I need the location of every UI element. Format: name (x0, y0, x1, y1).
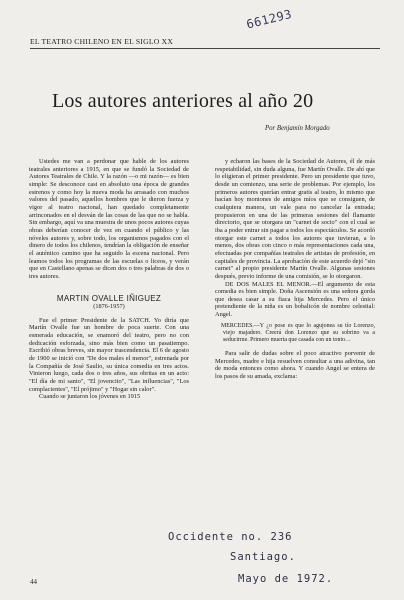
paragraph: Para salir de dudas sobre el poco atractivo porvenir de Mercedes, madre e hija resuelven consultar a una adivina, tan de moda entonces como ahora. Y cuando Angel se entera de los pasos de su amada, exclama: (215, 350, 375, 381)
handwritten-source-line-2: Santiago. (230, 551, 296, 563)
paragraph-text: —El argumento de esta comedia es bien simple. Doña Ascensión es una señora gorda que desea casar a su fiaca hija Mercedes. Pero el único pretendiente de la niña es un bobalicón de nombre celestial: Angel. (215, 280, 375, 319)
running-header: EL TEATRO CHILENO EN EL SIGLO XX (30, 37, 380, 49)
dialogue-quote: MERCEDES.—Y ¿o pose es que lo agujonea su tío Lorenzo, viejo majadero. Creerá don Lorenzo que su sobrino va a seducirme. Primero muerta que casada con un tonto… (221, 322, 375, 343)
paragraph (215, 281, 375, 319)
article-title: Los autores anteriores al año 20 (52, 90, 314, 112)
handwritten-source-line-1: Occidente no. 236 (168, 531, 293, 543)
paragraph: Fue el primer Presidente de la SATCH. Yo diría que Martín Ovalle fue un hombre de poca suerte. Con una esmerada educación, se enamoró del teatro, pero no con dedicación esforzada, sino más bien como un pasatiempo. Escribió obras breves, sin mayor trascendencia. El 6 de agosto de 1900 se inició con "De dos males el menor", estrenada por la Compañía de José Saulio, su única comedia en tres actos. Vinieron luego, cada dos o tres años, sus obritas en un acto: "El día de mi santo", "El jovencito", "Las influencias", "Los complacientes", "El prójimo" y "Hogar sin calor". (29, 316, 189, 393)
handwritten-number: 661293 (245, 6, 294, 32)
play-title: DE DOS MALES EL MENOR. (225, 280, 312, 288)
paragraph: Ustedes me van a perdonar que hable de los autores teatrales anteriores a 1915, en que se fundó la Sociedad de Autores Teatrales de Chile. Y la razón —o mi razón— es bien simple: Se desconoce casi en absoluto una época de grandes estrenos y como hoy la nueva moda ha arrasado con muchos valores del pasado, aquellos hombres que le dieron fuerza y vigor al teatro nacional, han quedado completamente arrinconados en el desván de las cosas de las que no se habla. Sin embargo, aquí va una muestra de unos pocos autores cuyas obras deberían conocer de vez en cuando el público y las nóveles autores y, sobre todo, los organismos pagados con el dinero de todos los chilenos, tendrían la obligación de enseñar el auténtico camino que ha seguido la escena nacional. Pero leamos todos los programas de las escuelas o liceos, y verán que en Castellano apenas se dicen dos o tres palabras de dos o tres autores. (29, 158, 189, 280)
left-column (29, 158, 189, 401)
section-dates: (1876-1957) (93, 303, 125, 311)
byline: Por Benjamín Morgado (265, 125, 330, 132)
right-column (215, 158, 375, 381)
section-subhead: MARTIN OVALLE IÑIGUEZ (56, 293, 162, 303)
paragraph: y echaron las bases de la Sociedad de Autores, él de más respetabilidad, sin duda alguna, fue Martín Ovalle. De ahí que lo eligieran el primer presidente. Pero un presidente que tuvo, desde un comienzo, una serie de problemas. Por ejemplo, los primeros autores querían entrar gratis al teatro, lo mismo que hacían hoy montones de amigos míos que se consiguen, de cualquiera manera, un vale para no cancelar la entrada; propusieron en una de las primeras sesiones del flamante directorio, que se otorgara un "carnet de socio" con el cual se iba a poder entrar sin pagar a todos los espectáculos. Se acordó otorgar este carnet a todos los autores que tuvieran, a lo menos, dos obras con cinco o más representaciones cada una, efectuadas por compañías teatrales de artistas de profesión, en capitales de provincia. La aprobación de este acuerdo dejó "sin carnet" al propio presidente Martín Ovalle. Algunas sesiones después, previo informe de una comisión, se lo otorgaron. (215, 158, 375, 280)
paragraph: Cuando se juntaron los jóvenes en 1915 (39, 393, 141, 401)
handwritten-source-line-3: Mayo de 1972. (238, 573, 334, 585)
page-number: 44 (30, 578, 37, 586)
